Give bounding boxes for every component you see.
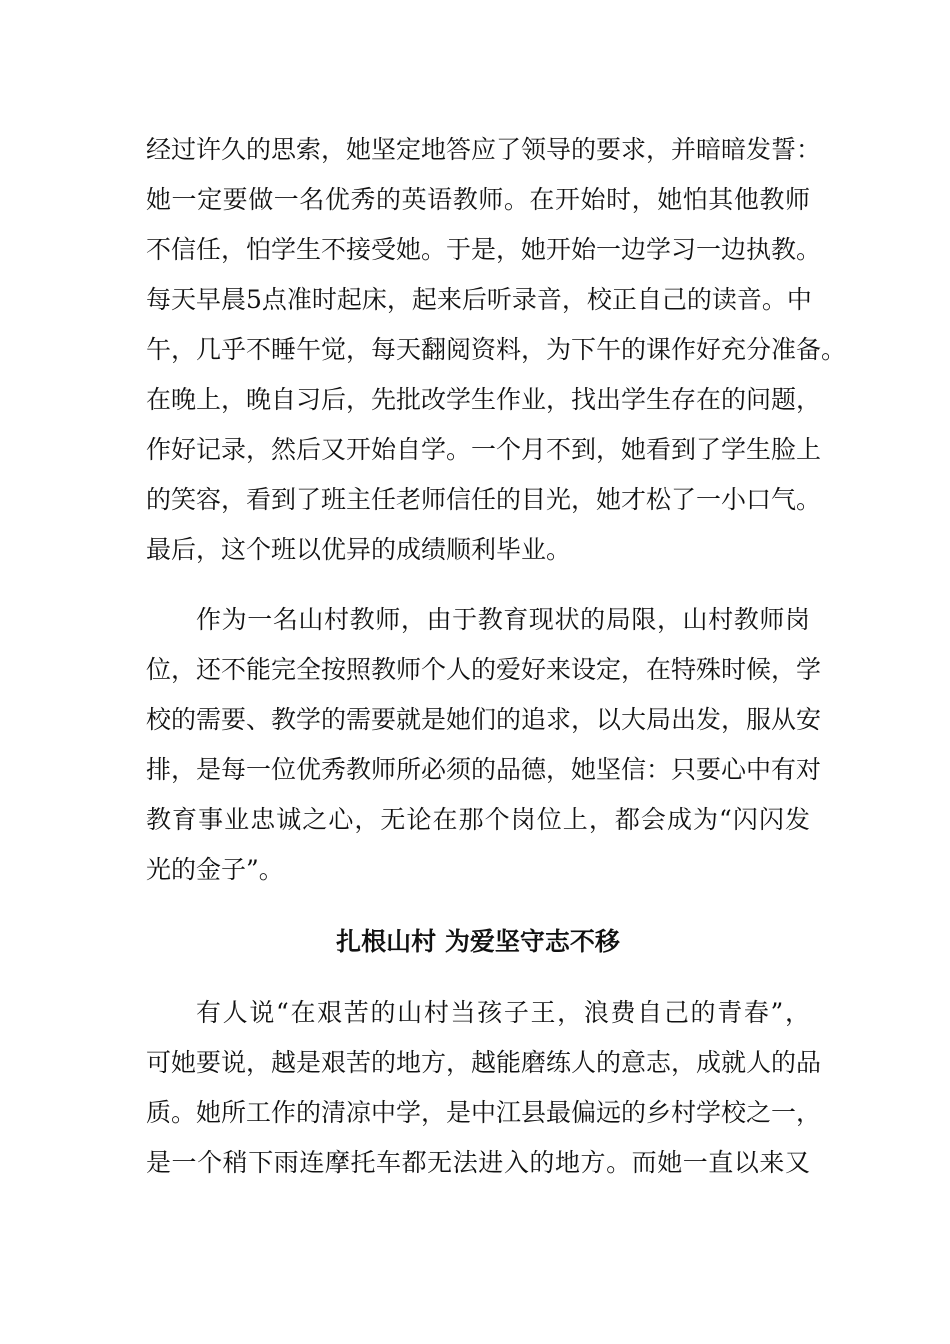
- text-line: 作好记录，然后又开始自学。一个月不到，她看到了学生脸上: [146, 435, 822, 464]
- text-line: 不信任，怕学生不接受她。于是，她开始一边学习一边执教。: [146, 235, 822, 264]
- text-line: 最后，这个班以优异的成绩顺利毕业。: [146, 535, 572, 564]
- text-line: 校的需要、教学的需要就是她们的追求，以大局出发，服从安: [146, 705, 822, 734]
- text-line: 有人说“在艰苦的山村当孩子王，浪费自己的青春”，: [196, 998, 810, 1027]
- text-line: 她一定要做一名优秀的英语教师。在开始时，她怕其他教师: [146, 185, 810, 214]
- text-line: 位，还不能完全按照教师个人的爱好来设定，在特殊时候，学: [146, 655, 822, 684]
- text-line: 排，是每一位优秀教师所必须的品德，她坚信：只要心中有对: [146, 755, 822, 784]
- text-line: 经过许久的思索，她坚定地答应了领导的要求，并暗暗发誓：: [146, 135, 822, 164]
- text-line: 是一个稍下雨连摩托车都无法进入的地方。而她一直以来又: [146, 1148, 810, 1177]
- text-line: 的笑容，看到了班主任老师信任的目光，她才松了一小口气。: [146, 485, 822, 514]
- text-line: 可她要说，越是艰苦的地方，越能磨练人的意志，成就人的品: [146, 1048, 822, 1077]
- text-line: 质。她所工作的清凉中学，是中江县最偏远的乡村学校之一，: [146, 1098, 822, 1127]
- text-line: 作为一名山村教师，由于教育现状的局限，山村教师岗: [196, 605, 810, 634]
- text-line: 教育事业忠诚之心，无论在那个岗位上，都会成为“闪闪发: [146, 805, 810, 834]
- text-line: 在晚上，晚自习后，先批改学生作业，找出学生存在的问题，: [146, 385, 822, 414]
- section-heading: 扎根山村 为爱坚守志不移: [336, 927, 620, 956]
- text-line: 午，几乎不睡午觉，每天翻阅资料，为下午的课作好充分准备。: [146, 335, 847, 364]
- text-line: 每天早晨5点准时起床，起来后听录音，校正自己的读音。中: [146, 285, 812, 314]
- text-line: 光的金子”。: [146, 855, 284, 884]
